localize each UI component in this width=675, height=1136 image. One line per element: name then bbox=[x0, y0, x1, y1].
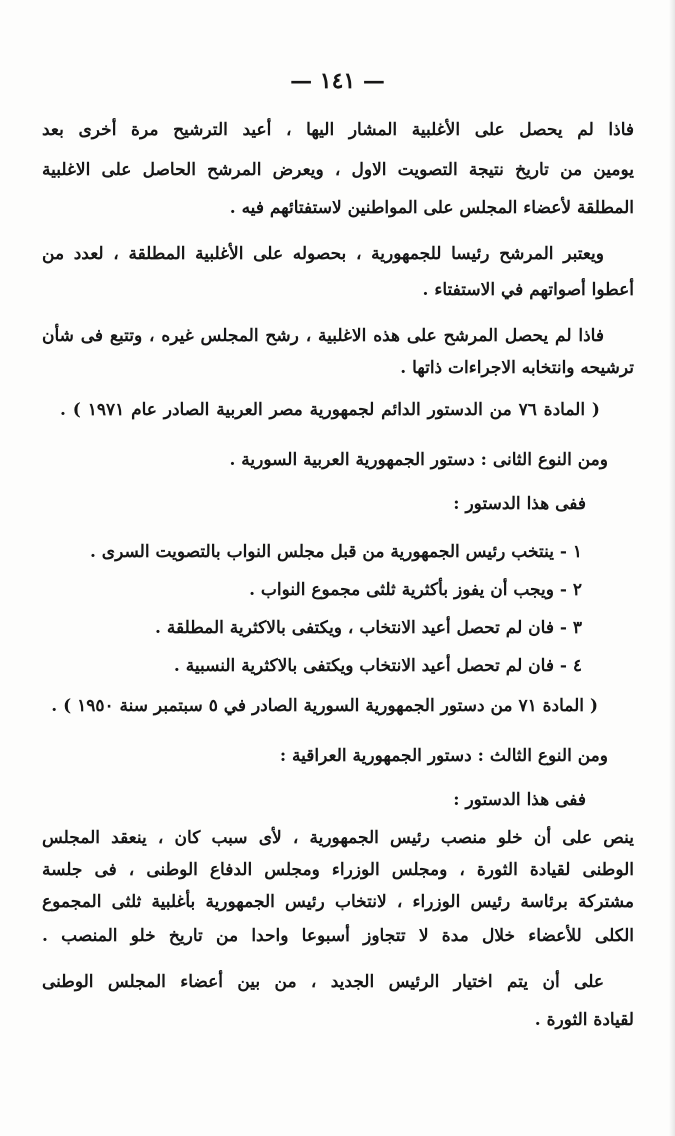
text-line: لقيادة الثورة . bbox=[534, 1010, 634, 1030]
text-line: فاذا لم يحصل المرشح على هذه الاغلبية ، رشح المجلس غيره ، وتتبع فى شأن bbox=[42, 326, 604, 346]
text-line: ويعتبر المرشح رئيسا للجمهورية ، بحصوله على الأغلبية المطلقة ، لعدد من bbox=[42, 244, 604, 264]
text-line: على أن يتم اختيار الرئيس الجديد ، من بين أعضاء المجلس الوطنى bbox=[42, 972, 604, 992]
page-number: — ١٤١ — bbox=[290, 68, 385, 94]
scan-edge-shadow bbox=[669, 0, 675, 1136]
text-line: أعطوا أصواتهم في الاستفتاء . bbox=[422, 280, 634, 300]
text-line: ينص على أن خلو منصب رئيس الجمهورية ، لأى سبب كان ، ينعقد المجلس bbox=[42, 828, 634, 848]
text-line: الكلى للأعضاء خلال مدة لا تتجاوز أسبوعا واحدا من تاريخ خلو المنصب . bbox=[42, 926, 634, 946]
text-line: فاذا لم يحصل على الأغلبية المشار اليها ، أعيد الترشيح مرة أخرى بعد bbox=[42, 120, 634, 140]
citation-line: ( المادة ٧٦ من الدستور الدائم لجمهورية مصر العربية الصادر عام ١٩٧١ ) . bbox=[60, 400, 600, 420]
section-subheading: ففى هذا الدستور : bbox=[453, 494, 586, 514]
section-heading: ومن النوع الثالث : دستور الجمهورية العراقية : bbox=[279, 746, 608, 766]
text-line: الوطنى لقيادة الثورة ، ومجلس الوزراء ومجلس الدفاع الوطنى ، فى جلسة bbox=[42, 860, 634, 880]
list-item: ١ - ينتخب رئيس الجمهورية من قبل مجلس النواب بالتصويت السرى . bbox=[89, 542, 582, 562]
text-line: مشتركة برئاسة رئيس الوزراء ، لانتخاب رئيس الجمهورية بأغلبية ثلثى المجموع bbox=[42, 892, 634, 912]
list-item: ٣ - فان لم تحصل أعيد الانتخاب ، ويكتفى بالاكثرية المطلقة . bbox=[155, 618, 582, 638]
list-item: ٤ - فان لم تحصل أعيد الانتخاب ويكتفى بالاكثرية النسبية . bbox=[173, 656, 582, 676]
list-item: ٢ - ويجب أن يفوز بأكثرية ثلثى مجموع النواب . bbox=[249, 580, 582, 600]
section-heading: ومن النوع الثانى : دستور الجمهورية العربية السورية . bbox=[229, 450, 608, 470]
section-subheading: ففى هذا الدستور : bbox=[453, 790, 586, 810]
text-line: المطلقة لأعضاء المجلس على المواطنين لاستفتائهم فيه . bbox=[229, 198, 634, 218]
citation-line: ( المادة ٧١ من دستور الجمهورية السورية الصادر في ٥ سبتمبر سنة ١٩٥٠ ) . bbox=[51, 696, 598, 716]
text-line: يومين من تاريخ نتيجة التصويت الاول ، ويعرض المرشح الحاصل على الاغلبية bbox=[42, 160, 634, 180]
text-line: ترشيحه وانتخابه الاجراءات ذاتها . bbox=[400, 358, 634, 378]
